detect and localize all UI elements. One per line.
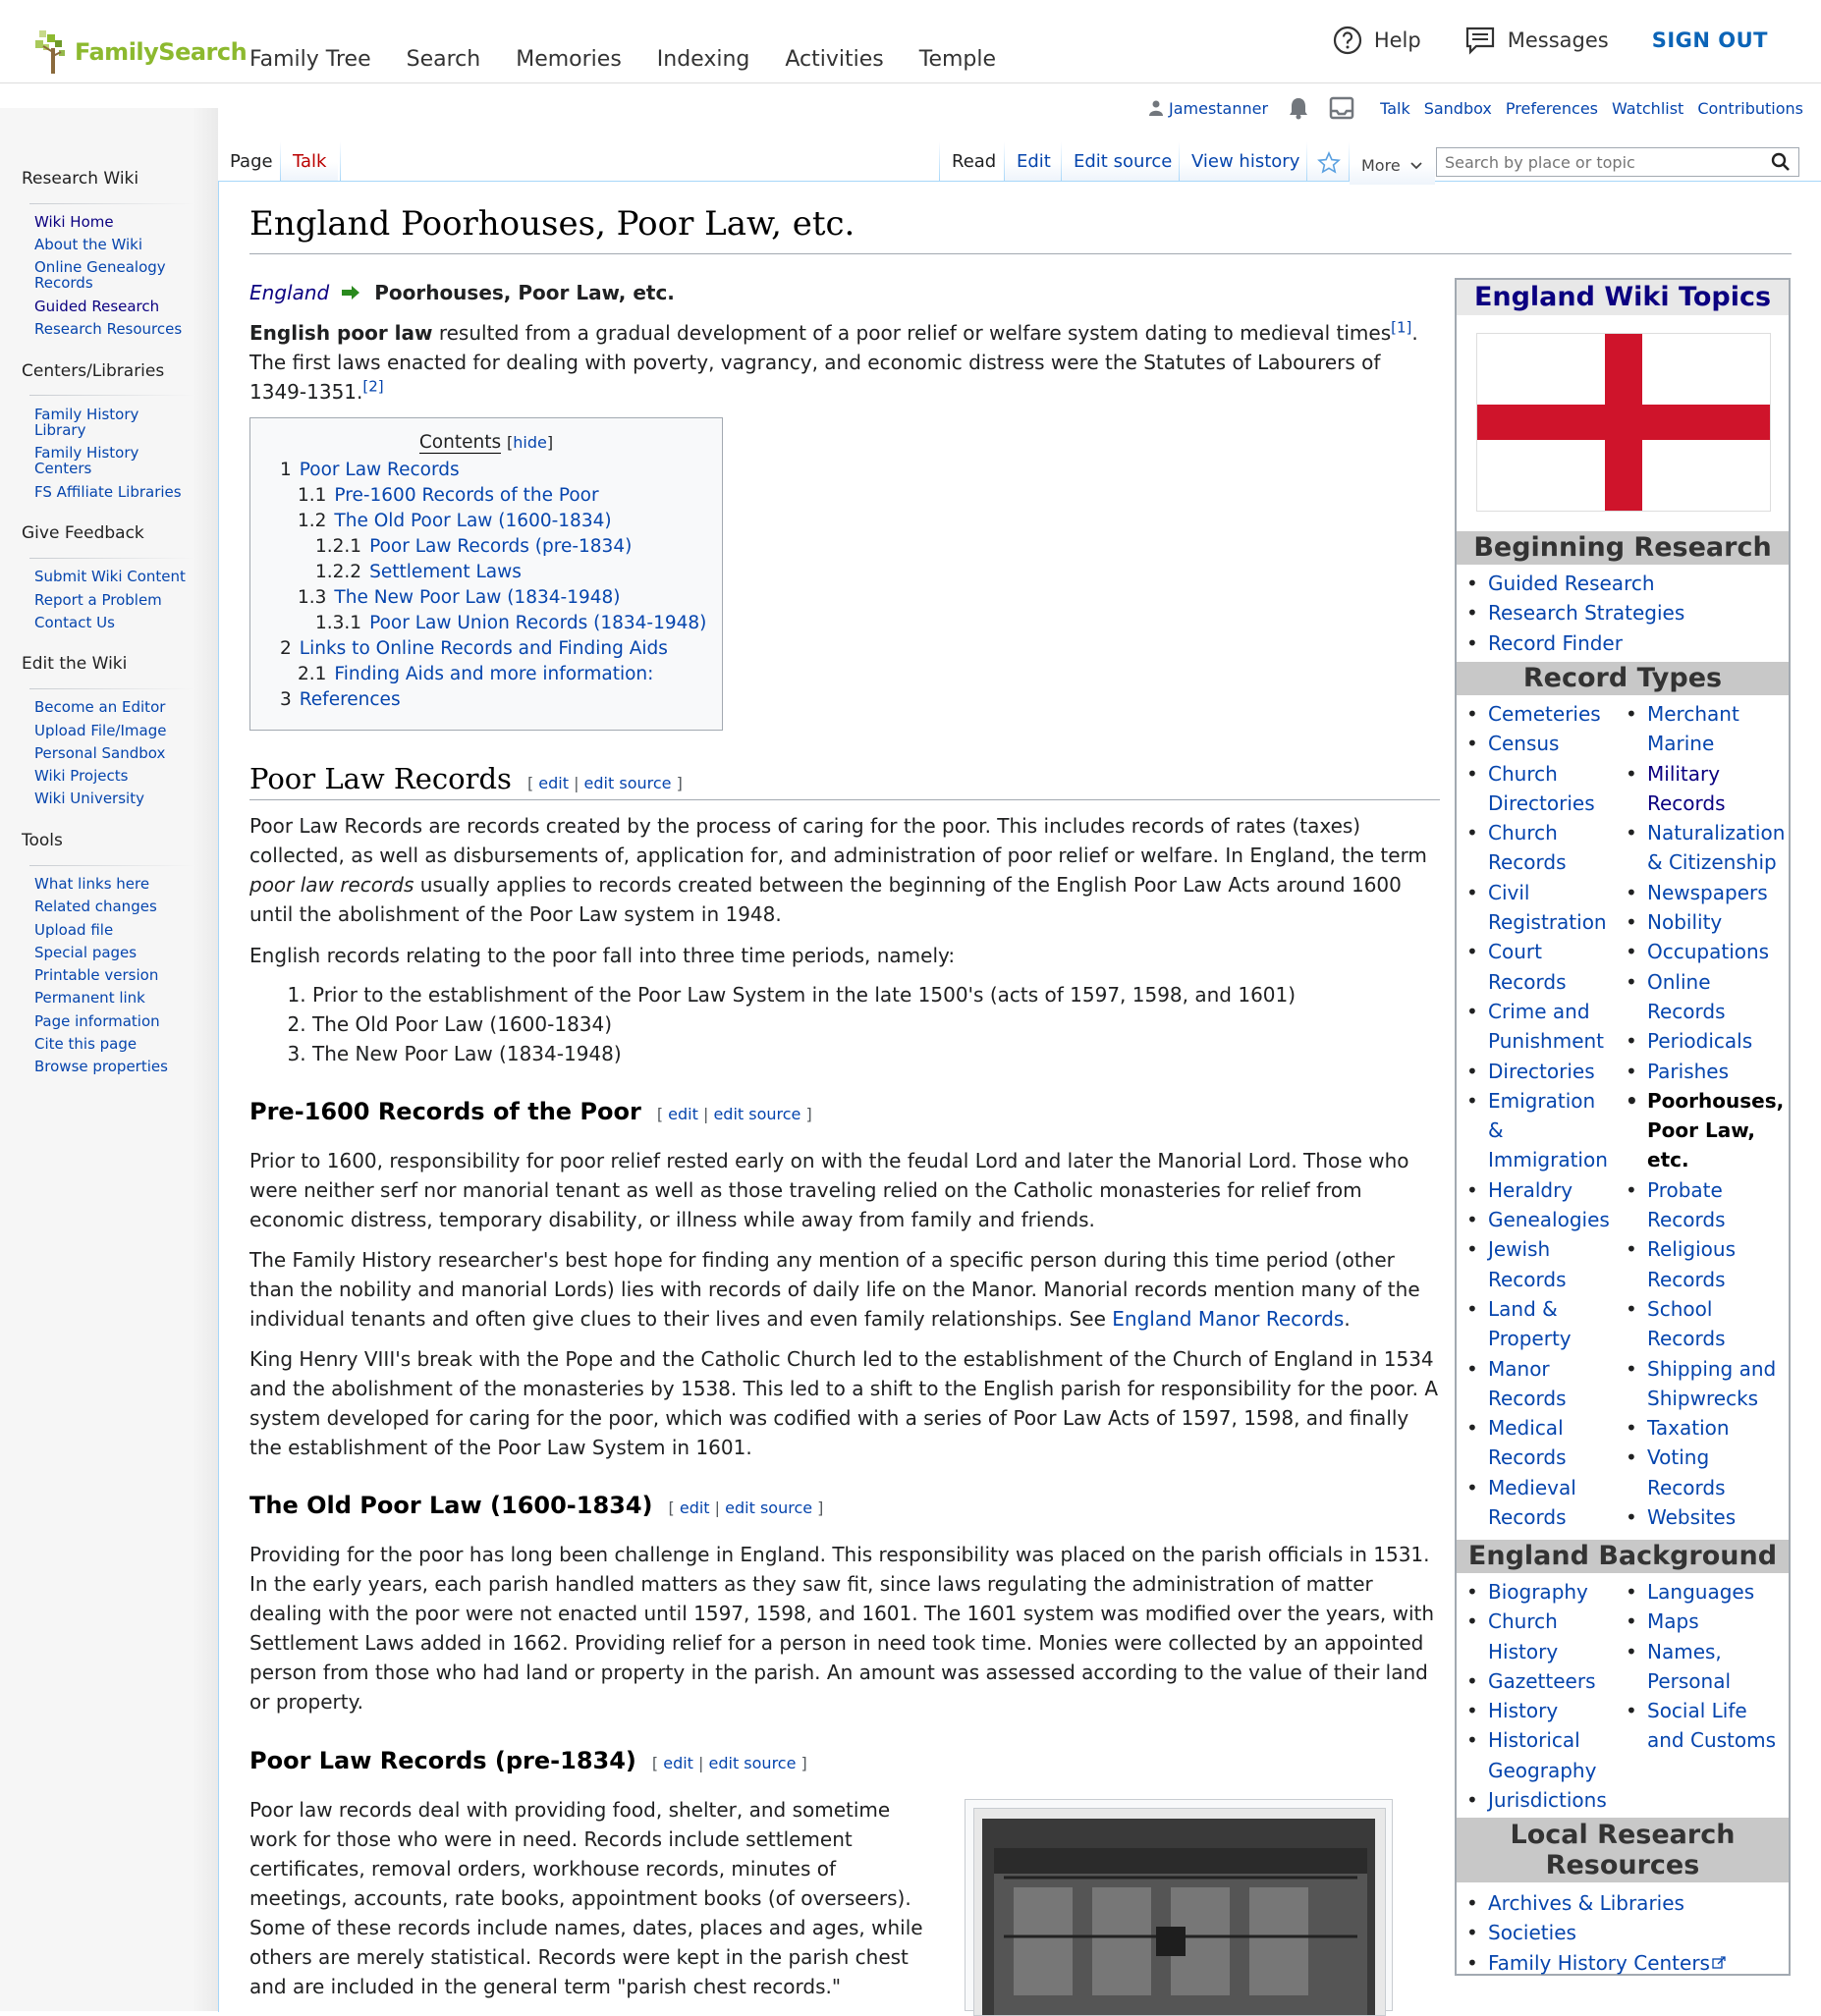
familysearch-logo[interactable] bbox=[33, 27, 247, 77]
list-item[interactable]: • Census bbox=[1466, 729, 1624, 758]
background-column-1: • Biography • Church History • Gazetteers • History • Historical Geography • Jurisdictions bbox=[1466, 1577, 1624, 1815]
record-types-heading: Record Types bbox=[1457, 662, 1789, 695]
sidebar-item-research-resources[interactable]: Research Resources bbox=[34, 320, 183, 338]
tree-logo-icon bbox=[33, 28, 73, 76]
sidebar-item-page-information[interactable]: Page information bbox=[34, 1012, 160, 1030]
local-research-list bbox=[1466, 1888, 1726, 1978]
list-item[interactable]: • Social Life bbox=[1626, 1696, 1789, 1725]
edit-source-link[interactable]: edit source bbox=[713, 1105, 801, 1123]
edit-source-link[interactable]: edit source bbox=[725, 1498, 813, 1517]
external-link-icon bbox=[1712, 1956, 1726, 1970]
edit-link[interactable]: edit bbox=[663, 1754, 693, 1772]
toc-title: Contents bbox=[418, 432, 502, 453]
list-item[interactable]: • Biography bbox=[1466, 1577, 1624, 1607]
arrow-right-icon bbox=[341, 285, 360, 300]
list-item[interactable]: • Manor bbox=[1466, 1354, 1624, 1384]
nav-family-tree[interactable]: Family Tree bbox=[249, 47, 371, 72]
breadcrumb bbox=[249, 281, 675, 304]
list-item: 1. Prior to the establishment of the Poor Law System in the late 1500's (acts of 1597, 1598, and 1601) bbox=[312, 980, 1296, 1009]
edit-source-link[interactable]: edit source bbox=[583, 774, 672, 792]
toc-entry[interactable]: 1.2.1 Poor Law Records (pre-1834) bbox=[315, 536, 633, 557]
search-box bbox=[1436, 147, 1799, 177]
sidebar-item-become-editor[interactable]: Become an Editor bbox=[34, 698, 166, 716]
toc-entry[interactable]: 2.1 Finding Aids and more information: bbox=[298, 664, 654, 684]
list-item: 3. The New Poor Law (1834-1948) bbox=[312, 1039, 1296, 1068]
chevron-down-icon bbox=[1409, 161, 1423, 171]
top-bar bbox=[0, 0, 1821, 83]
sidebar-heading-edit-wiki: Edit the Wiki bbox=[22, 654, 128, 674]
sidebar-item-wiki-university[interactable]: Wiki University bbox=[34, 790, 144, 807]
sidebar-divider bbox=[29, 558, 194, 559]
sidebar-item-cite-page[interactable]: Cite this page bbox=[34, 1035, 138, 1053]
user-link[interactable]: Jamestanner bbox=[1168, 98, 1269, 118]
bell-icon[interactable] bbox=[1288, 96, 1309, 120]
list-item[interactable]: • Church bbox=[1466, 1607, 1624, 1636]
sidebar-item-personal-sandbox[interactable]: Personal Sandbox bbox=[34, 744, 166, 762]
record-types-column-2: • Merchant Marine • Military Records • Naturalization & Citizenship • Newspapers • Nobility • Occupations • Online Records • Periodicals • Parishes • Poorhouses, Poor Law, etc. • Probate Records • Religious Records • School Records • Shipping and Shipwrecks • Taxation • Voting Records • Websites bbox=[1626, 699, 1789, 1532]
sign-out-button[interactable]: SIGN OUT bbox=[1651, 28, 1768, 52]
intro-text-2: . The first laws enacted for dealing with poverty, vagrancy, and economic distress were the Statutes of Labourers of 1349-1351. bbox=[249, 321, 1418, 404]
list-item[interactable]: • Heraldry bbox=[1466, 1175, 1624, 1205]
nav-activities[interactable]: Activities bbox=[785, 47, 884, 72]
list-item[interactable]: • Genealogies bbox=[1466, 1205, 1624, 1234]
background-column-2: • Languages • Maps • Names, Personal • Social Life and Customs bbox=[1626, 1577, 1789, 1756]
list-item[interactable]: • Civil bbox=[1466, 878, 1624, 907]
help-label: Help bbox=[1373, 28, 1421, 52]
list-item[interactable]: • Crime and bbox=[1466, 997, 1624, 1026]
list-item[interactable]: • Nobility bbox=[1626, 907, 1789, 937]
beginning-research-heading: Beginning Research bbox=[1457, 531, 1789, 565]
list-item[interactable]: • Online bbox=[1626, 967, 1789, 997]
sidebar bbox=[0, 108, 218, 2011]
list-item[interactable]: • Research Strategies bbox=[1466, 598, 1684, 627]
toc-entry[interactable]: 1.3 The New Poor Law (1834-1948) bbox=[298, 587, 621, 608]
list-item[interactable]: • Newspapers bbox=[1626, 878, 1789, 907]
personal-preferences-link[interactable]: Preferences bbox=[1505, 98, 1598, 118]
nav-memories[interactable]: Memories bbox=[516, 47, 622, 72]
toc-entry[interactable]: 2 Links to Online Records and Finding Aids bbox=[280, 638, 668, 659]
list-item[interactable]: • Medieval bbox=[1466, 1473, 1624, 1502]
sidebar-item-printable-version[interactable]: Printable version bbox=[34, 966, 159, 984]
beginning-research-list bbox=[1466, 569, 1684, 658]
help-button[interactable] bbox=[1333, 26, 1421, 55]
edit-link[interactable]: edit bbox=[668, 1105, 698, 1123]
personal-talk-link[interactable]: Talk bbox=[1380, 98, 1410, 118]
list-item[interactable]: • Jewish bbox=[1466, 1234, 1624, 1264]
sidebar-item-report-problem[interactable]: Report a Problem bbox=[34, 591, 162, 609]
ref-2-link[interactable]: [2] bbox=[362, 377, 384, 396]
sidebar-item-online-genealogy-records[interactable]: Online Genealogy Records bbox=[34, 258, 166, 292]
sidebar-item-submit-content[interactable]: Submit Wiki Content bbox=[34, 568, 186, 585]
list-item-current: • Poorhouses, bbox=[1626, 1086, 1789, 1116]
messages-label: Messages bbox=[1507, 28, 1609, 52]
sidebar-item-fs-affiliate-libraries[interactable]: FS Affiliate Libraries bbox=[34, 483, 182, 501]
list-item[interactable]: • Societies bbox=[1466, 1918, 1726, 1947]
more-menu[interactable] bbox=[1350, 143, 1435, 185]
list-item[interactable]: • Languages bbox=[1626, 1577, 1789, 1607]
title-divider bbox=[249, 253, 1792, 254]
section-divider bbox=[249, 799, 1440, 800]
heading-old-poor-law: The Old Poor Law (1600-1834) [ edit | edit source ] bbox=[249, 1492, 824, 1519]
edit-source-link[interactable]: edit source bbox=[708, 1754, 797, 1772]
parish-chest-photo bbox=[973, 1808, 1386, 2016]
list-item[interactable]: • Court bbox=[1466, 937, 1624, 966]
list-item[interactable]: • Cemeteries bbox=[1466, 699, 1624, 729]
intro-term: English poor law bbox=[249, 321, 433, 345]
intro-paragraph bbox=[249, 318, 1438, 407]
sidebar-item-wiki-projects[interactable]: Wiki Projects bbox=[34, 767, 129, 785]
sidebar-divider bbox=[29, 203, 194, 204]
record-types-column-1: • Cemeteries • Census • Church Directories • Church Records • Civil Registration • Court Records • Crime and Punishment • Directories • Emigration & Immigration • Heraldry • Genealogies • Jewish Records • Land & Property • Manor Records • Medical Records • Medieval Records bbox=[1466, 699, 1624, 1532]
sidebar-item-upload-file[interactable]: Upload file bbox=[34, 921, 114, 939]
pre1834-paragraph: Poor law records deal with providing food, shelter, and sometime work for those who were in need. Records include settlement certificates, removal orders, workhouse records, minutes of meetings, accounts, rate books, appointment books (of overseers). Some of these records include names, dates, places and ages, while others are merely statistical. Records were kept in the parish chest and are included in the general term "parish chest records." bbox=[249, 1798, 923, 1998]
search-icon[interactable] bbox=[1771, 152, 1791, 172]
sidebar-item-upload-file-image[interactable]: Upload File/Image bbox=[34, 722, 167, 739]
tab-edit-source[interactable]: Edit source bbox=[1062, 143, 1184, 181]
tab-edit[interactable]: Edit bbox=[1005, 143, 1063, 181]
sidebar-item-special-pages[interactable]: Special pages bbox=[34, 944, 138, 961]
sidebar-heading-give-feedback: Give Feedback bbox=[22, 523, 144, 543]
list-item[interactable]: • Gazetteers bbox=[1466, 1666, 1624, 1696]
list-item[interactable]: • Emigration bbox=[1466, 1086, 1624, 1116]
list-item[interactable]: • Shipping and bbox=[1626, 1354, 1789, 1384]
toc-entry[interactable]: 1 Poor Law Records bbox=[280, 460, 460, 480]
england-wiki-topics-box bbox=[1455, 278, 1791, 1976]
heading-pre-1600: Pre-1600 Records of the Poor [ edit | edit source ] bbox=[249, 1098, 812, 1125]
list-item[interactable]: • Family History Centers bbox=[1466, 1948, 1726, 1978]
periods-list bbox=[287, 980, 1296, 1068]
sidebar-divider bbox=[29, 865, 194, 866]
tab-talk[interactable]: Talk bbox=[281, 143, 338, 181]
watch-star-button[interactable] bbox=[1307, 143, 1349, 181]
england-background-heading: England Background bbox=[1457, 1540, 1789, 1573]
plr-paragraph-1: Poor Law Records are records created by the process of caring for the poor. This includes records of rates (taxes) collected, as well as disbursements of, application for, and administration of poor relief or welfare. In England, the term poor law records usually applies to records created between the beginning of the English Poor Law Acts around 1600 until the abolishment of the Poor Law system in 1948. bbox=[249, 814, 1427, 926]
toc-entry[interactable]: 1.3.1 Poor Law Union Records (1834-1948) bbox=[315, 613, 707, 633]
sidebar-heading-tools: Tools bbox=[22, 831, 63, 850]
sidebar-item-what-links-here[interactable]: What links here bbox=[34, 875, 150, 893]
toc-entry[interactable]: 3 References bbox=[280, 689, 401, 710]
list-item[interactable]: • Periodicals bbox=[1626, 1026, 1789, 1056]
infobox-title: England Wiki Topics bbox=[1457, 280, 1789, 315]
old-poor-law-paragraph: Providing for the poor has long been challenge in England. This responsibility was placed on the parish officials in 1531. In the early years, each parish handled matters as they saw fit, since laws regulating the administration of matter dealing with the poor were not enacted until 1597, 1598, and 1601. The 1601 system was modified over the years, with Settlement Laws added in 1662. Providing relief for a person in need took time. Monies were collected by an appointed person from those who had land or property in the parish. An amount was assessed according to the value of their land or property. bbox=[249, 1543, 1435, 1714]
personal-contributions-link[interactable]: Contributions bbox=[1697, 98, 1803, 118]
heading-poor-law-records-pre-1834: Poor Law Records (pre-1834) [ edit | edit source ] bbox=[249, 1747, 807, 1774]
tab-page[interactable]: Page bbox=[218, 143, 285, 181]
list-item[interactable]: • Jurisdictions bbox=[1466, 1785, 1624, 1815]
sidebar-divider bbox=[29, 688, 194, 689]
nav-indexing[interactable]: Indexing bbox=[656, 47, 750, 72]
list-item[interactable]: • Parishes bbox=[1626, 1057, 1789, 1086]
list-item[interactable]: • Medical bbox=[1466, 1413, 1624, 1443]
right-nav bbox=[1333, 26, 1821, 55]
local-research-resources-heading: Local Research Resources bbox=[1457, 1818, 1789, 1882]
list-item[interactable]: • Occupations bbox=[1626, 937, 1789, 966]
list-item[interactable]: • Guided Research bbox=[1466, 569, 1684, 598]
sidebar-item-about-wiki[interactable]: About the Wiki bbox=[34, 236, 143, 253]
toc-entry[interactable]: 1.1 Pre-1600 Records of the Poor bbox=[298, 485, 599, 506]
list-item[interactable]: • Websites bbox=[1626, 1502, 1789, 1532]
table-of-contents bbox=[249, 417, 723, 731]
list-item[interactable]: • Probate bbox=[1626, 1175, 1789, 1205]
list-item[interactable]: • School bbox=[1626, 1294, 1789, 1324]
england-manor-records-link[interactable]: England Manor Records bbox=[1112, 1307, 1345, 1331]
list-item[interactable]: • Names, bbox=[1626, 1637, 1789, 1666]
breadcrumb-current: Poorhouses, Poor Law, etc. bbox=[374, 281, 675, 304]
pre1600-paragraph-3: King Henry VIII's break with the Pope and the Catholic Church led to the establishment of the Church of England in 1534 and the abolishment of the monasteries by 1538. This led to a shift to the English parish for responsibility for the poor. A system developed for caring for the poor, which was codified with a series of Poor Law Acts of 1597, 1598, and finally the establishment of the Poor Law System in 1601. bbox=[249, 1347, 1439, 1459]
list-item[interactable]: • Record Finder bbox=[1466, 628, 1684, 658]
parish-chest-image[interactable] bbox=[965, 1799, 1393, 2011]
personal-sandbox-link[interactable]: Sandbox bbox=[1423, 98, 1492, 118]
logo-text: FamilySearch bbox=[75, 38, 248, 66]
toc-title-row: Contents [hide] bbox=[418, 432, 554, 453]
help-icon bbox=[1333, 26, 1362, 55]
messages-button[interactable] bbox=[1464, 26, 1609, 55]
tab-view-history[interactable]: View history bbox=[1180, 143, 1311, 181]
heading-poor-law-records: Poor Law Records [ edit | edit source ] bbox=[249, 762, 683, 795]
message-icon bbox=[1464, 26, 1496, 55]
sidebar-heading-research-wiki: Research Wiki bbox=[22, 169, 139, 189]
star-icon bbox=[1317, 151, 1341, 175]
list-item[interactable]: • Archives & Libraries bbox=[1466, 1888, 1726, 1918]
pre1600-paragraph-2: The Family History researcher's best hope for finding any mention of a specific person during this time period (other than the nobility and manorial Lords) lies with records of daily life on the Manor. Manorial records mention many of the individual tenants and often give clues to their lives and even family relationships. See England Manor Records. bbox=[249, 1248, 1420, 1331]
intro-text-1: resulted from a gradual development of a poor relief or welfare system dating to medieval times bbox=[432, 321, 1392, 345]
list-item[interactable]: • Naturalization bbox=[1626, 818, 1789, 847]
tab-separator bbox=[340, 141, 341, 181]
search-input[interactable] bbox=[1443, 148, 1761, 176]
page-title: England Poorhouses, Poor Law, etc. bbox=[249, 204, 855, 244]
nav-temple[interactable]: Temple bbox=[918, 47, 997, 72]
england-flag-image bbox=[1476, 333, 1771, 512]
sidebar-item-family-history-centers[interactable]: Family History Centers bbox=[34, 444, 139, 477]
list-item[interactable]: • Taxation bbox=[1626, 1413, 1789, 1443]
main-nav bbox=[249, 47, 996, 72]
sidebar-heading-centers: Centers/Libraries bbox=[22, 361, 165, 381]
pre1600-paragraph-1: Prior to 1600, responsibility for poor relief rested early on with the feudal Lord and later the Manorial Lord. Those who were neither serf nor manorial tenant as well as those traveling relied on the Catholic monasteries for relief from economic distress, temporary disability, or illness while away from family and friends. bbox=[249, 1149, 1409, 1231]
list-item[interactable]: • Voting bbox=[1626, 1443, 1789, 1472]
ref-1-link[interactable]: [1] bbox=[1391, 318, 1412, 337]
list-item[interactable]: • Religious bbox=[1626, 1234, 1789, 1264]
edit-link[interactable]: edit bbox=[679, 1498, 710, 1517]
list-item[interactable]: • Land & bbox=[1466, 1294, 1624, 1324]
tab-read[interactable]: Read bbox=[940, 143, 1008, 181]
sidebar-item-guided-research[interactable]: Guided Research bbox=[34, 298, 160, 315]
sidebar-item-family-history-library[interactable]: Family History Library bbox=[34, 406, 139, 439]
list-item: 2. The Old Poor Law (1600-1834) bbox=[312, 1009, 1296, 1039]
breadcrumb-england[interactable]: England bbox=[249, 281, 330, 304]
list-item[interactable]: • Church bbox=[1466, 759, 1624, 789]
list-item[interactable]: • Military bbox=[1626, 759, 1789, 789]
user-icon bbox=[1149, 100, 1163, 116]
sidebar-item-related-changes[interactable]: Related changes bbox=[34, 898, 157, 915]
sidebar-divider bbox=[29, 395, 194, 396]
list-item[interactable]: • Historical bbox=[1466, 1725, 1624, 1755]
sidebar-item-contact-us[interactable]: Contact Us bbox=[34, 614, 115, 631]
edit-link[interactable]: edit bbox=[538, 774, 569, 792]
sidebar-item-permanent-link[interactable]: Permanent link bbox=[34, 989, 145, 1007]
sidebar-item-browse-properties[interactable]: Browse properties bbox=[34, 1058, 168, 1075]
list-item[interactable]: • History bbox=[1466, 1696, 1624, 1725]
list-item[interactable]: • Church bbox=[1466, 818, 1624, 847]
toc-entry[interactable]: 1.2 The Old Poor Law (1600-1834) bbox=[298, 511, 612, 531]
list-item[interactable]: • Directories bbox=[1466, 1057, 1624, 1086]
more-label: More bbox=[1361, 156, 1401, 175]
inbox-icon[interactable] bbox=[1329, 96, 1354, 120]
sidebar-item-wiki-home[interactable]: Wiki Home bbox=[34, 213, 114, 231]
list-item[interactable]: • Maps bbox=[1626, 1607, 1789, 1636]
plr-paragraph-2: English records relating to the poor fall into three time periods, namely: bbox=[249, 944, 956, 967]
nav-search[interactable]: Search bbox=[406, 47, 481, 72]
list-item[interactable]: • Merchant bbox=[1626, 699, 1789, 729]
personal-watchlist-link[interactable]: Watchlist bbox=[1612, 98, 1684, 118]
toc-entry[interactable]: 1.2.2 Settlement Laws bbox=[315, 562, 522, 582]
personal-tools bbox=[1149, 96, 1803, 120]
toc-hide-link[interactable]: hide bbox=[513, 433, 547, 452]
